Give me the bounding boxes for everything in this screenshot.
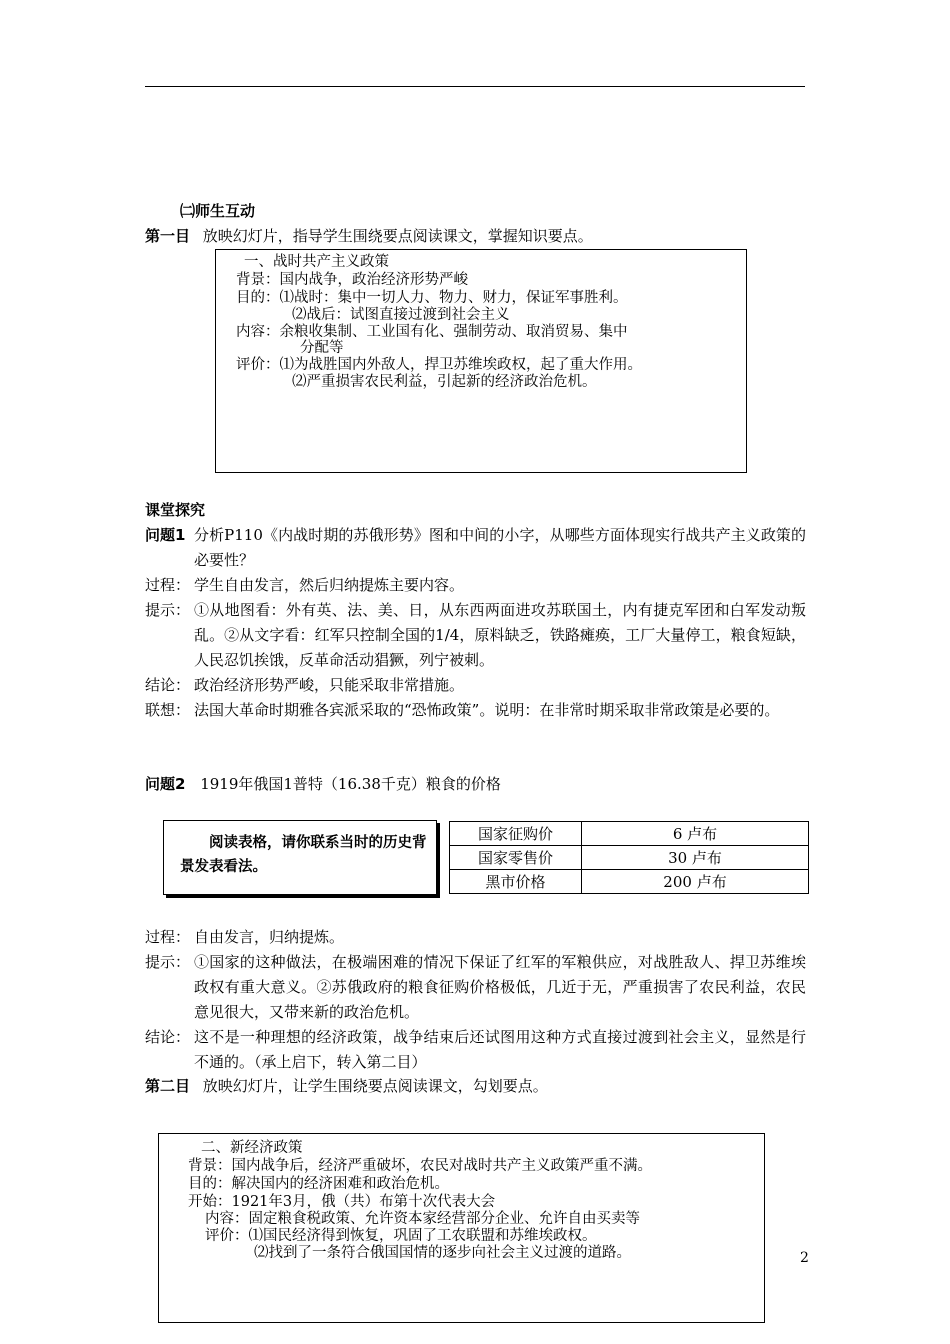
table-row	[450, 822, 809, 846]
box1-line: ⑵严重损害农民利益，引起新的经济政治危机。	[292, 374, 597, 390]
q2-process	[145, 925, 810, 950]
item2-label: 第二目	[145, 1077, 191, 1095]
q1-hint	[145, 598, 810, 673]
q2-label: 问题2	[145, 775, 186, 793]
process-label: 过程：	[145, 576, 191, 594]
box-new-economic-policy	[158, 1133, 765, 1323]
inquiry-heading: 课堂探究	[145, 501, 206, 519]
box1-line: 背景：国内战争，政治经济形势严峻	[236, 272, 468, 288]
box1-line: 分配等	[300, 340, 344, 356]
price-value-cell: 200 卢布	[582, 870, 809, 894]
price-type-cell: 国家征购价	[450, 822, 582, 846]
q2-title: 1919年俄国1普特（16.38千克）粮食的价格	[200, 775, 501, 793]
box1-line: 内容：余粮收集制、工业国有化、强制劳动、取消贸易、集中	[236, 324, 628, 340]
box-war-communism	[215, 249, 747, 473]
item1-line	[145, 225, 593, 247]
box2-line: 目的：解决国内的经济困难和政治危机。	[188, 1176, 449, 1192]
box2-line: 内容：固定粮食税政策、允许资本家经营部分企业、允许自由买卖等	[205, 1211, 640, 1227]
box2-line: 背景：国内战争后，经济严重破坏，农民对战时共产主义政策严重不满。	[188, 1158, 652, 1174]
item1-text: 放映幻灯片，指导学生围绕要点阅读课文，掌握知识要点。	[202, 227, 593, 245]
q2-process-text: 自由发言，归纳提炼。	[194, 928, 345, 946]
box1-line: 评价：⑴为战胜国内外敌人，捍卫苏维埃政权，起了重大作用。	[236, 357, 642, 373]
q1-conclusion	[145, 673, 810, 698]
table-row	[450, 870, 809, 894]
hint-label: 提示：	[145, 953, 191, 971]
q1-process-text: 学生自由发言，然后归纳提炼主要内容。	[194, 576, 465, 594]
q1-association-text: 法国大革命时期雅各宾派采取的“恐怖政策”。说明：在非常时期采取非常政策是必要的。	[194, 701, 780, 719]
q1-association	[145, 698, 810, 723]
table-row	[450, 846, 809, 870]
box2-line: 评价：⑴国民经济得到恢复，巩固了工农联盟和苏维埃政权。	[205, 1228, 597, 1244]
section-heading: ㈡师生互动	[180, 202, 256, 220]
box1-line: 目的：⑴战时：集中一切人力、物力、财力，保证军事胜利。	[236, 290, 628, 306]
q2-hint	[145, 950, 810, 1025]
box1-line: 一、战时共产主义政策	[244, 254, 389, 270]
hint-label: 提示：	[145, 601, 191, 619]
item2-line	[145, 1075, 548, 1097]
price-value-cell: 6 卢布	[582, 822, 809, 846]
price-type-cell: 国家零售价	[450, 846, 582, 870]
q1-hint-text: ①从地图看：外有英、法、美、日，从东西两面进攻苏联国土，内有捷克军团和白军发动叛乱。②从文字看：红军只控制全国的1/4，原料缺乏，铁路瘫痪，工厂大量停工，粮食短缺，人民忍饥挨饿，反革命活动猖獗，列宁被刺。	[194, 601, 806, 669]
box2-line: 开始：1921年3月，俄（共）布第十次代表大会	[188, 1194, 496, 1210]
price-value-cell: 30 卢布	[582, 846, 809, 870]
item1-label: 第一目	[145, 227, 191, 245]
q2-note-text: 阅读表格，请你联系当时的历史背景发表看法。	[180, 835, 427, 875]
item2-text: 放映幻灯片，让学生围绕要点阅读课文，勾划要点。	[202, 1077, 548, 1095]
box2-line: 二、新经济政策	[201, 1140, 303, 1156]
q1-process	[145, 573, 810, 598]
box1-line: ⑵战后：试图直接过渡到社会主义	[292, 307, 510, 323]
q1-conclusion-text: 政治经济形势严峻，只能采取非常措施。	[194, 676, 465, 694]
q1-text: 分析P110《内战时期的苏俄形势》图和中间的小字，从哪些方面体现实行战共产主义政策的必要性？	[194, 526, 806, 569]
conclusion-label: 结论：	[145, 676, 191, 694]
process-label: 过程：	[145, 928, 191, 946]
association-label: 联想：	[145, 701, 191, 719]
q1-label: 问题1	[145, 526, 186, 544]
price-type-cell: 黑市价格	[450, 870, 582, 894]
price-table	[449, 821, 809, 894]
conclusion-label: 结论：	[145, 1028, 191, 1046]
q2-conclusion-text: 这不是一种理想的经济政策，战争结束后还试图用这种方式直接过渡到社会主义，显然是行不通的。（承上启下，转入第二目）	[194, 1028, 806, 1071]
header-rule	[145, 86, 805, 87]
box2-line: ⑵找到了一条符合俄国国情的逐步向社会主义过渡的道路。	[254, 1245, 631, 1261]
page-number: 2	[800, 1250, 809, 1266]
q2-heading	[145, 773, 501, 795]
q1-question	[145, 523, 810, 573]
q2-hint-text: ①国家的这种做法，在极端困难的情况下保证了红军的军粮供应，对战胜敌人、捍卫苏维埃政权有重大意义。②苏俄政府的粮食征购价格极低，几近于无，严重损害了农民利益，农民意见很大，又带来新的政治危机。	[194, 953, 806, 1021]
q2-note-box	[163, 820, 437, 895]
q2-conclusion	[145, 1025, 810, 1075]
